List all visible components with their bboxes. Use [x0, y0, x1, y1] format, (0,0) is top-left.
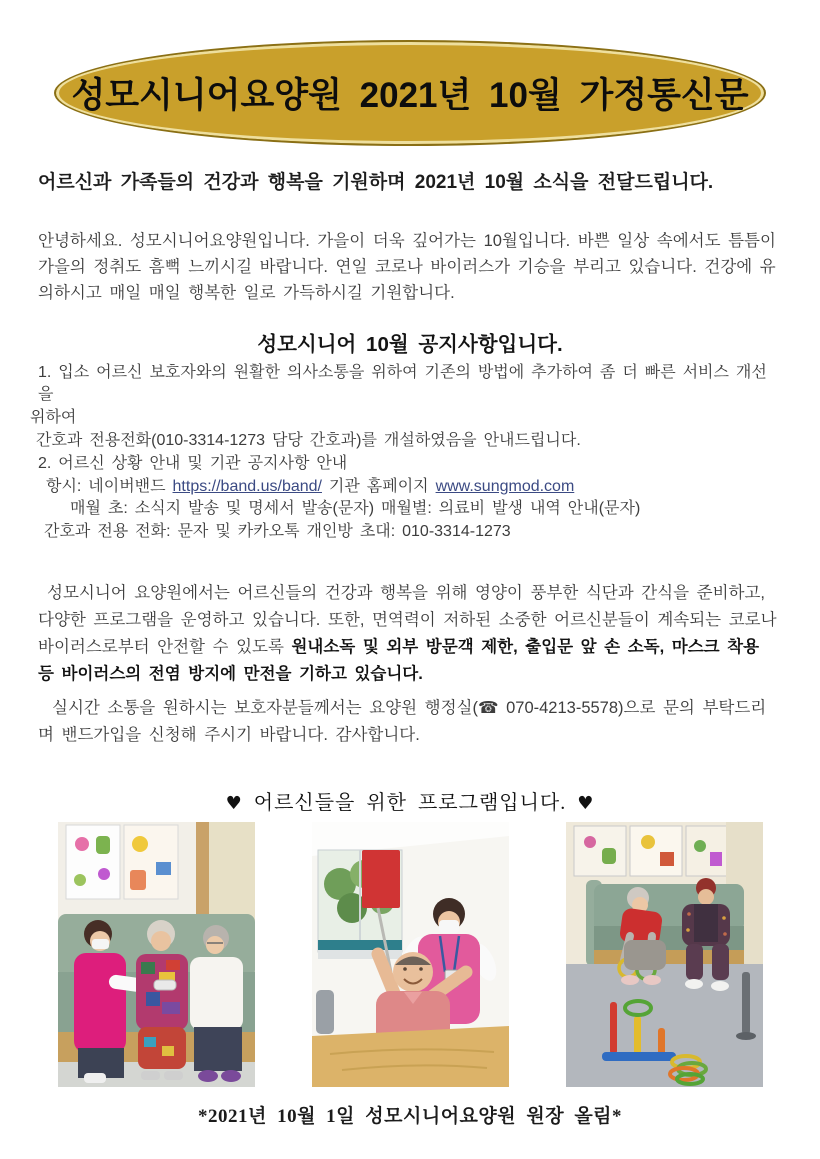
newsletter-body: [0, 169, 820, 749]
care-text-bold: 원내소독 및 외부 방문객 제한, 출입문 앞 손 소독, 마스크 착용 등 바이러스의 전염 방지에 만전을 기하고 있습니다.: [38, 637, 760, 683]
photo-seniors-and-caregiver-sofa: [58, 822, 255, 1087]
greeting-paragraph: 안녕하세요. 성모시니어요양원입니다. 가을이 더욱 깊어가는 10월입니다. 바쁜 일상 속에서도 틈틈이 가을의 정취도 흠뻑 느끼시길 바랍니다. 연일 코로나 바이러스가 기승을 부리고 있습니다. 건강에 유의하시고 매일 매일 행복한 일로 가득하시길 기원합니다.: [38, 231, 776, 302]
photo-2-illustration: [312, 822, 509, 1087]
title-banner-ellipse: [54, 40, 766, 146]
notice-item-1-line-3: 간호과 전용전화(010-3314-1273 담당 간호과)를 개설하였음을 안내드립니다.: [36, 431, 581, 449]
photo-senior-raising-flag: [312, 822, 509, 1087]
notice-item-2-line-1: 2. 어르신 상황 안내 및 기관 공지사항 안내: [38, 454, 348, 472]
naver-band-link[interactable]: https://band.us/band/: [172, 477, 322, 495]
program-photos-row: [0, 822, 820, 1087]
care-text-regular: 성모시니어 요양원에서는 어르신들의 건강과 행복을 위해 영양이 풍부한 식단과 간식을 준비하고, 다양한 프로그램을 운영하고 있습니다. 또한, 면역력이 저하된 소중한 어르신분들이 계속되는 코로나 바이러스로부터 안전할 수 있도록: [38, 583, 777, 656]
homepage-link[interactable]: www.sungmod.com: [435, 477, 575, 495]
photo-1-illustration: [58, 822, 255, 1087]
notice-item-2-line-2: [46, 476, 782, 499]
photo-3-illustration: [566, 822, 763, 1087]
photo-ring-toss-game: [566, 822, 763, 1087]
care-paragraph: [38, 580, 782, 688]
contact-paragraph: 실시간 소통을 원하시는 보호자분들께서는 요양원 행정실(☎ 070-4213-5578)으로 문의 부탁드리며 밴드가입을 신청해 주시기 바랍니다. 감사합니다.: [38, 698, 767, 744]
program-caption-text: 어르신들을 위한 프로그램입니다.: [253, 791, 567, 814]
banner-wrap: [0, 0, 820, 146]
signature-line: *2021년 10월 1일 성모시니어요양원 원장 올림*: [197, 1105, 623, 1127]
homepage-label: 기관 홈페이지: [321, 477, 436, 495]
notice-item-2-line-3: 매월 초: 소식지 발송 및 명세서 발송(문자) 매월별: 의료비 발생 내역 안내(문자): [70, 500, 641, 518]
notice-item-2-line-4: 간호과 전용 전화: 문자 및 카카오톡 개인방 초대: 010-3314-1273: [44, 523, 511, 541]
notice-item-1-line-2: 위하여: [30, 409, 77, 427]
notice-item-1-line-1: 1. 입소 어르신 보호자와의 원활한 의사소통을 위하여 기존의 방법에 추가하여 좀 더 빠른 서비스 개선을: [38, 363, 767, 404]
notice-list: [30, 362, 782, 544]
heart-icon-right: ♥: [577, 792, 595, 814]
notice-section-header: 성모시니어 10월 공지사항입니다.: [257, 332, 563, 356]
intro-headline: 어르신과 가족들의 건강과 행복을 기원하며 2021년 10월 소식을 전달드립니다.: [38, 172, 714, 193]
band-label: 항시: 네이버밴드: [46, 477, 173, 495]
heart-icon-left: ♥: [225, 792, 243, 814]
program-caption: [0, 786, 820, 815]
page-title: 성모시니어요양원 2021년 10월 가정통신문: [71, 76, 749, 115]
